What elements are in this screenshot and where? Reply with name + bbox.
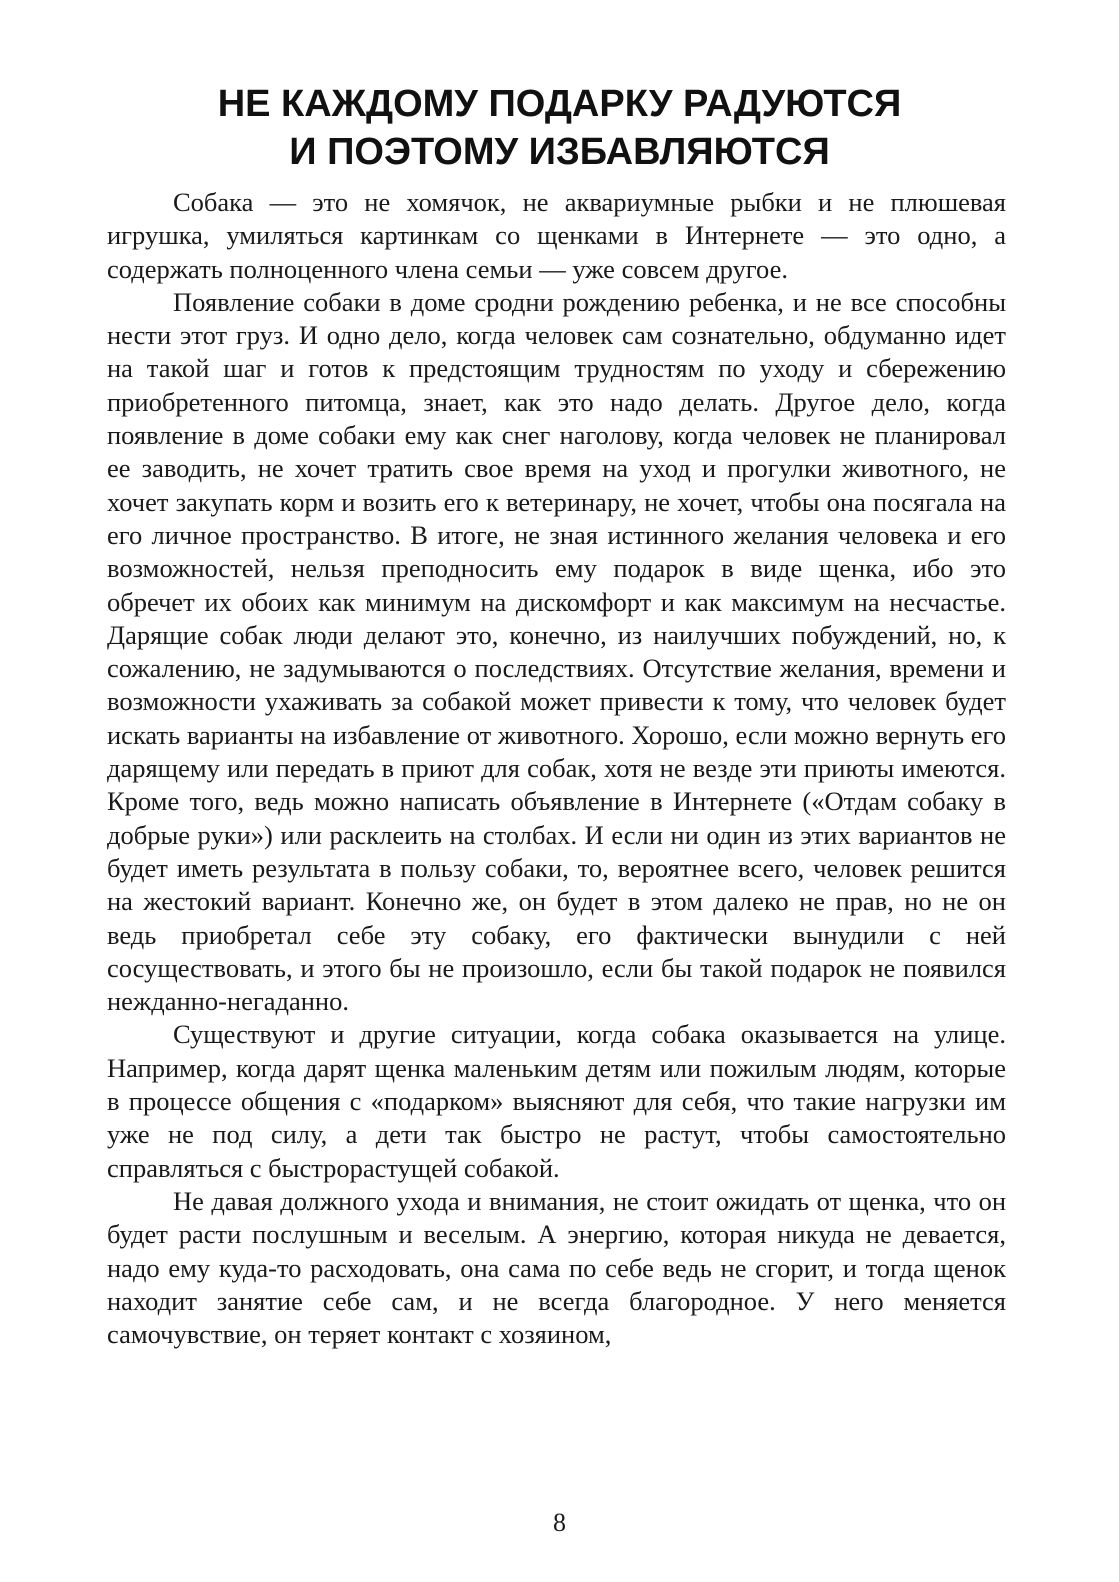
paragraph-2: Появление собаки в доме сродни рождению ребенка, и не все способны нести этот груз. И одно дело, когда человек сам сознательно, обдуманно идет на такой шаг и готов к предстоящим трудностям по уходу и сбережению приобретенного питомца, знает, как это надо делать. Другое дело, когда появление в доме собаки ему как снег наголову, когда человек не планировал ее заводить, не хочет тратить свое время на уход и прогулки животного, не хочет закупать корм и возить его к ветеринару, не хочет, чтобы она посягала на его личное пространство. В итоге, не зная истинного желания человека и его возможностей, нельзя преподносить ему подарок в виде щенка, ибо это обречет их обоих как минимум на дискомфорт и как максимум на несчастье. Дарящие собак люди делают это, конечно, из наилучших побуждений, но, к сожалению, не задумываются о последствиях. Отсутствие желания, времени и возможности ухаживать за собакой может привести к тому, что человек будет искать варианты на избавление от животного. Хорошо, если можно вернуть его дарящему или передать в приют для собак, хотя не везде эти приюты имеются. Кроме того, ведь можно написать объявление в Интернете («Отдам собаку в добрые руки») или расклеить на столбах. И если ни один из этих вариантов не будет иметь результата в пользу собаки, то, вероятнее всего, человек решится на жестокий вариант. Конечно же, он будет в этом далеко не прав, но не он ведь приобретал себе эту собаку, его фактически вынудили с ней сосуществовать, и этого бы не произошло, если бы такой подарок не появился нежданно-негаданно.: [107, 286, 1006, 1017]
chapter-title-line-2: И ПОЭТОМУ ИЗБАВЛЯЮТСЯ: [289, 131, 830, 173]
paragraph-3: Существуют и другие ситуации, когда собака оказывается на улице. Например, когда дарят щенка маленьким детям или пожилым людям, которые в процессе общения с «подарком» выясняют для себя, что такие нагрузки им уже не под силу, а дети так быстро не растут, чтобы самостоятельно справляться с быстрорастущей собакой.: [107, 1019, 1006, 1183]
page-number: 8: [553, 1508, 566, 1537]
paragraph-1: Собака — это не хомячок, не аквариумные рыбки и не плюшевая игрушка, умиляться картинкам со щенками в Интернете — это одно, а содержать полноценного члена семьи — уже совсем другое.: [107, 187, 1006, 284]
chapter-title-line-1: НЕ КАЖДОМУ ПОДАРКУ РАДУЮТСЯ: [217, 83, 902, 125]
chapter-title: [110, 80, 1009, 176]
paragraph-4: Не давая должного ухода и внимания, не стоит ожидать от щенка, что он будет расти послушным и веселым. А энергию, которая никуда не девается, надо ему куда-то расходовать, она сама по себе ведь не сгорит, и тогда щенок находит занятие себе сам, и не всегда благородное. У него меняется самочувствие, он теряет контакт с хозяином,: [107, 1185, 1006, 1350]
body-text: [107, 186, 1006, 1351]
